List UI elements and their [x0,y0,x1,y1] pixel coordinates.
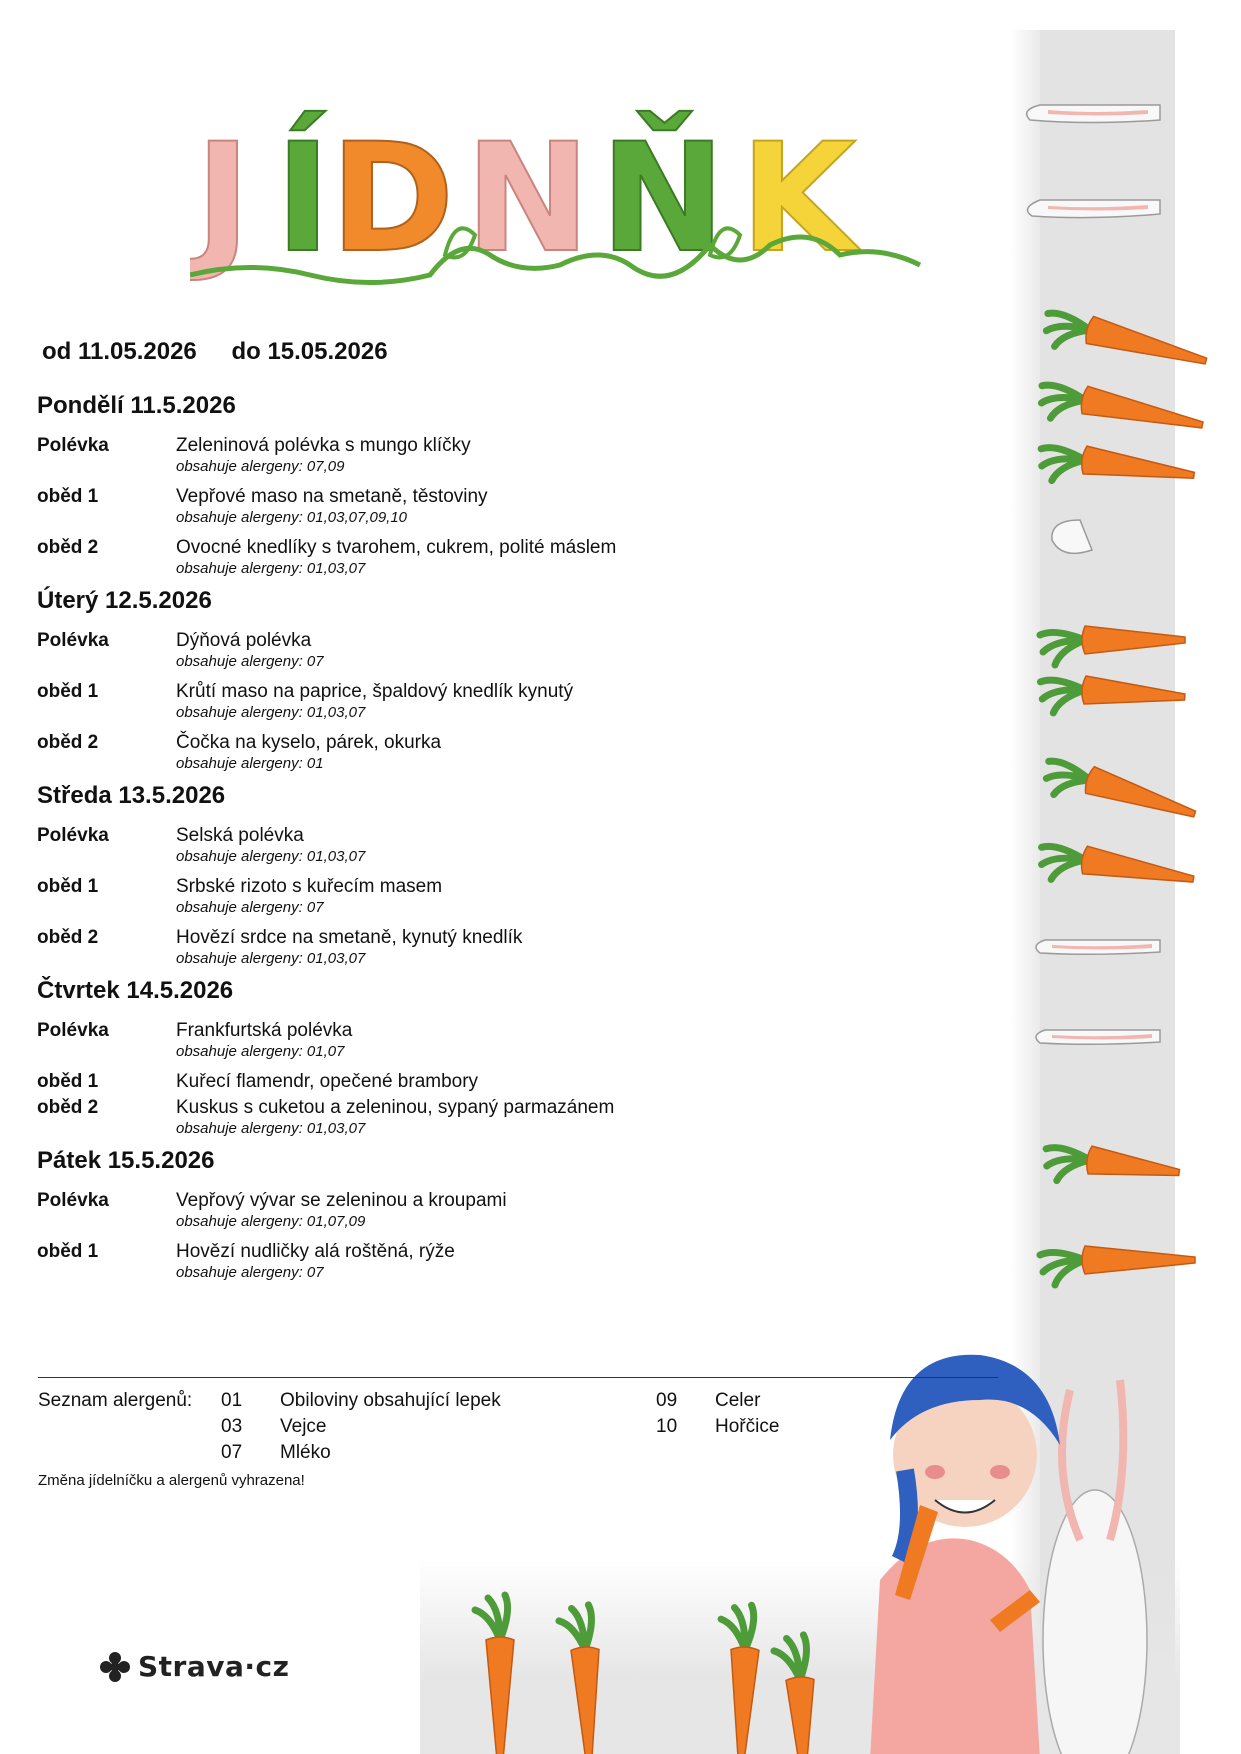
meal-allergens: obsahuje alergeny: 01,03,07 [176,560,366,577]
carrot-1 [1036,377,1206,449]
bottom-carrot-0 [475,1595,514,1754]
day-title: Úterý 12.5.2026 [37,587,212,614]
meal-name: Dýňová polévka [176,630,312,651]
svg-text:D: D [330,112,455,286]
meal-name: Frankfurtská polévka [176,1020,353,1041]
svg-text:N: N [465,112,591,286]
meal-label: Polévka [37,825,109,846]
meal-row [37,1096,917,1139]
svg-text:K: K [740,112,857,286]
meal-row [37,1240,917,1283]
meal-name: Hovězí srdce na smetaně, kynutý knedlík [176,927,523,948]
meal-label: oběd 2 [37,537,99,558]
meal-row [37,926,917,969]
divider [38,1377,998,1378]
meal-name: Zeleninová polévka s mungo klíčky [176,435,471,456]
title-lettering [190,95,930,295]
meal-label: oběd 1 [37,1241,99,1262]
allergen-list-label: Seznam alergenů: [38,1390,193,1411]
meal-label: oběd 2 [37,732,99,753]
allergen-code: 03 [221,1416,243,1437]
meal-row [37,1019,917,1062]
meal-row [37,1070,917,1093]
allergen-name: Hořčice [715,1416,780,1437]
meal-name: Srbské rizoto s kuřecím masem [176,876,443,897]
meal-row [37,680,917,723]
allergen-code: 07 [221,1442,243,1463]
meal-name: Čočka na kyselo, párek, okurka [176,732,442,753]
strava-logo [100,1650,289,1683]
meal-name: Kuřecí flamendr, opečené brambory [176,1071,479,1092]
meal-name: Ovocné knedlíky s tvarohem, cukrem, polité máslem [176,537,617,558]
bottom-carrot-1 [558,1605,602,1754]
meal-row [37,629,917,672]
meal-label: Polévka [37,1190,109,1211]
meal-row [37,434,917,477]
meal-row [37,1189,917,1232]
bottom-carrot-3 [773,1635,817,1754]
allergen-name: Vejce [280,1416,327,1437]
carrot-7 [1042,1140,1181,1197]
meal-row [37,875,917,918]
day-wednesday [37,782,917,969]
carrot-3 [1040,626,1185,665]
meal-allergens: obsahuje alergeny: 07 [176,653,324,670]
meal-label: oběd 2 [37,927,99,948]
change-notice: Změna jídelníčku a alergenů vyhrazena! [38,1472,305,1489]
svg-text:J: J [195,112,251,286]
carrot-4 [1038,673,1185,722]
meal-label: Polévka [37,1020,109,1041]
date-to: do 15.05.2026 [231,338,388,365]
meal-label: oběd 1 [37,681,99,702]
carrot-5 [1039,753,1198,838]
meal-allergens: obsahuje alergeny: 01,03,07 [176,1120,366,1137]
meal-allergens: obsahuje alergeny: 01,03,07 [176,848,366,865]
carrot-6 [1036,838,1195,903]
meal-row [37,824,917,867]
day-title: Pátek 15.5.2026 [37,1147,215,1174]
meal-allergens: obsahuje alergeny: 07,09 [176,458,345,475]
meal-name: Kuskus s cuketou a zeleninou, sypaný parmazánem [176,1097,615,1118]
meal-allergens: obsahuje alergeny: 07 [176,1264,324,1281]
day-monday [37,392,917,579]
meal-allergens: obsahuje alergeny: 01,03,07 [176,950,366,967]
svg-text:Í: Í [275,112,331,286]
meal-name: Hovězí nudličky alá roštěná, rýže [176,1241,455,1262]
svg-text:Ň: Ň [600,112,726,286]
meal-label: Polévka [37,435,109,456]
day-friday [37,1147,917,1283]
weekly-menu [37,392,917,1291]
carrot-2 [1037,440,1196,500]
meal-allergens: obsahuje alergeny: 07 [176,899,324,916]
meal-label: oběd 2 [37,1097,99,1118]
allergen-code: 09 [656,1390,678,1411]
allergen-name: Celer [715,1390,761,1411]
date-range [42,338,388,366]
meal-label: oběd 1 [37,486,99,507]
day-title: Středa 13.5.2026 [37,782,226,809]
carrot-8 [1040,1246,1195,1285]
meal-row [37,536,917,579]
meal-row [37,731,917,774]
day-tuesday [37,587,917,774]
meal-row [37,485,917,528]
meal-allergens: obsahuje alergeny: 01,07 [176,1043,345,1060]
meal-name: Krůtí maso na paprice, špaldový knedlík kynutý [176,681,574,702]
meal-name: Vepřové maso na smetaně, těstoviny [176,486,488,507]
day-title: Pondělí 11.5.2026 [37,392,236,419]
flower-icon [100,1652,130,1682]
meal-allergens: obsahuje alergeny: 01 [176,755,324,772]
meal-label: Polévka [37,630,109,651]
meal-allergens: obsahuje alergeny: 01,03,07 [176,704,366,721]
meal-allergens: obsahuje alergeny: 01,03,07,09,10 [176,509,408,526]
bottom-carrot-2 [716,1604,760,1754]
allergen-name: Mléko [280,1442,331,1463]
meal-name: Selská polévka [176,825,304,846]
allergen-name: Obiloviny obsahující lepek [280,1390,501,1411]
date-from: od 11.05.2026 [42,338,197,365]
logo-text: Strava·cz [138,1650,290,1683]
meal-label: oběd 1 [37,1071,99,1092]
meal-allergens: obsahuje alergeny: 01,07,09 [176,1213,366,1230]
day-title: Čtvrtek 14.5.2026 [37,977,234,1004]
meal-label: oběd 1 [37,876,99,897]
meal-name: Vepřový vývar se zeleninou a kroupami [176,1190,507,1211]
allergen-code: 10 [656,1416,678,1437]
carrot-0 [1040,305,1209,385]
day-thursday [37,977,917,1139]
allergen-code: 01 [221,1390,243,1411]
